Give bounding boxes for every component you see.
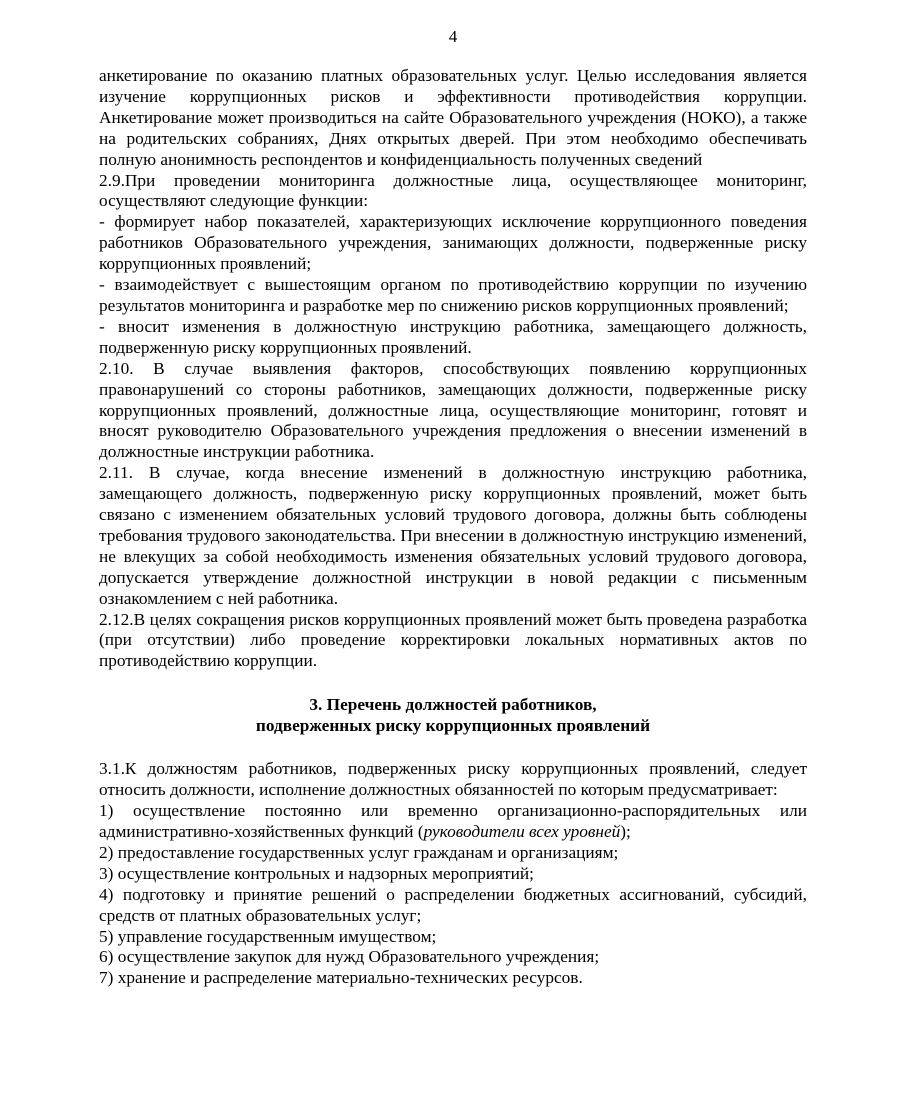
intro-paragraph: анкетирование по оказанию платных образовательных услуг. Целью исследования является изучение коррупционных рисков и эффективности противодействия коррупции. Анкетирование может производиться на сайте Образовательного учреждения (НОКО), а также на родительских собраниях, Днях открытых дверей. При этом необходимо обеспечивать полную анонимность респондентов и конфиденциальность полученных сведений xyxy=(99,66,807,169)
section-2-12-paragraph: 2.12.В целях сокращения рисков коррупционных проявлений может быть проведена разработка (при отсутствии) либо проведение корректировки локальных нормативных актов по противодействию коррупции. xyxy=(99,609,807,671)
section-3-list-item-5: 5) управление государственным имуществом; xyxy=(99,926,437,946)
section-2-9-item-2: - взаимодействует с вышестоящим органом по противодействию коррупции по изучению результатов мониторинга и разработке мер по снижению рисков коррупционных проявлений; xyxy=(99,275,807,315)
section-3-1-lead: 3.1.К должностям работников, подверженных риску коррупционных проявлений, следует относить должности, исполнение должностных обязанностей по которым предусматривает: xyxy=(99,759,807,800)
section-3-list-item-6: 6) осуществление закупок для нужд Образовательного учреждения; xyxy=(99,947,600,967)
section-3-list-item-3: 3) осуществление контрольных и надзорных мероприятий; xyxy=(99,863,534,883)
spacer xyxy=(99,736,807,759)
section-2-10-paragraph: 2.10. В случае выявления факторов, способствующих появлению коррупционных правонарушений со стороны работников, замещающих должности, подверженные риску коррупционных проявлений, должностные лица, осуществляющие мониторинг, готовят и вносят руководителю Образовательного учреждения предложения о внесении изменений в должностные инструкции работника. xyxy=(99,358,807,462)
section-3-list-item-2: 2) предоставление государственных услуг гражданам и организациям; xyxy=(99,842,619,862)
document-page xyxy=(99,27,807,989)
section-2-11-paragraph: 2.11. В случае, когда внесение изменений в должностную инструкцию работника, замещающего должность, подверженную риску коррупционных проявлений, может быть связано с изменением обязательных условий трудового договора, должны быть соблюдены требования трудового законодательства. При внесении в должностную инструкцию изменений, не влекущих за собой необходимость изменения обязательных условий трудового договора, допускается утверждение должностной инструкции в новой редакции с письменным ознакомлением с ней работника. xyxy=(99,463,807,608)
section-2-9-item-3: - вносит изменения в должностную инструкцию работника, замещающего должность, подверженную риску коррупционных проявлений. xyxy=(99,316,807,357)
section-3-list-item-1-text: 1) осуществление постоянно или временно организационно-распорядительных или административно-хозяйственных функций ( xyxy=(99,801,807,841)
spacer xyxy=(99,672,807,694)
section-2-9-item-1: - формирует набор показателей, характеризующих исключение коррупционного поведения работников Образовательного учреждения, занимающих должности, подверженные риску коррупционных проявлений; xyxy=(99,212,807,274)
section-3-list-item-1-italic: руководители всех уровней xyxy=(423,822,621,841)
page-number: 4 xyxy=(448,27,458,46)
section-3-heading-line-2: подверженных риску коррупционных проявлений xyxy=(255,716,651,736)
section-3-list-item-4: 4) подготовку и принятие решений о распределении бюджетных ассигнований, субсидий, средств от платных образовательных услуг; xyxy=(99,884,807,925)
section-3-list-item-7: 7) хранение и распределение материально-технических ресурсов. xyxy=(99,968,583,988)
section-3-heading-line-1: 3. Перечень должностей работников, xyxy=(309,695,597,715)
section-3-list-item-1-end: ); xyxy=(620,822,631,841)
section-2-9-lead: 2.9.При проведении мониторинга должностные лица, осуществляющее мониторинг, осуществляют следующие функции: xyxy=(99,170,807,211)
section-3-list-item-1 xyxy=(99,801,807,843)
